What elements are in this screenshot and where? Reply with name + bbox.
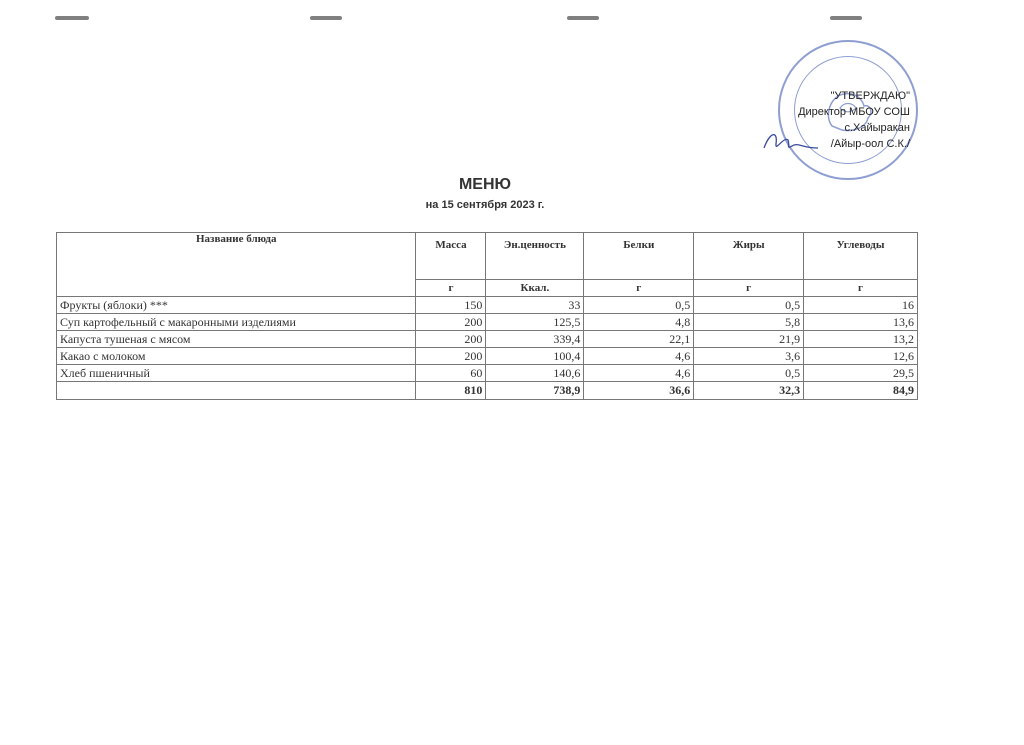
dish-mass: 200: [416, 348, 486, 365]
approval-line: Директор МБОУ СОШ: [798, 106, 910, 118]
dish-carbs: 12,6: [804, 348, 918, 365]
scan-mark: [55, 16, 89, 20]
total-label: [57, 382, 416, 400]
total-fat: 32,3: [694, 382, 804, 400]
approval-line: с.Хайыракан: [844, 122, 910, 134]
unit-mass: г: [416, 280, 486, 297]
column-header-energy: Эн.ценность: [486, 233, 584, 280]
table-row: [57, 314, 918, 331]
unit-fat: г: [694, 280, 804, 297]
table-total-row: [57, 382, 918, 400]
table-row: [57, 348, 918, 365]
page-subtitle: на 15 сентября 2023 г.: [425, 199, 545, 211]
scan-mark: [567, 16, 599, 20]
scan-mark: [310, 16, 342, 20]
menu-table: [56, 232, 918, 400]
approval-block: [760, 40, 940, 190]
dish-energy: 339,4: [486, 331, 584, 348]
dish-protein: 4,6: [584, 348, 694, 365]
unit-carbs: г: [804, 280, 918, 297]
dish-protein: 4,8: [584, 314, 694, 331]
approval-line: /Айыр-оол С.К./: [830, 138, 910, 150]
approval-line: "УТВЕРЖДАЮ": [830, 90, 910, 102]
signature: [760, 126, 820, 156]
total-mass: 810: [416, 382, 486, 400]
dish-fat: 0,5: [694, 365, 804, 382]
dish-carbs: 13,2: [804, 331, 918, 348]
dish-name: Какао с молоком: [57, 348, 416, 365]
dish-mass: 200: [416, 314, 486, 331]
dish-name: Фрукты (яблоки) ***: [57, 297, 416, 314]
dish-mass: 60: [416, 365, 486, 382]
dish-protein: 22,1: [584, 331, 694, 348]
unit-energy: Ккал.: [486, 280, 584, 297]
dish-fat: 5,8: [694, 314, 804, 331]
column-header-mass: Масса: [416, 233, 486, 280]
dish-energy: 33: [486, 297, 584, 314]
dish-carbs: 29,5: [804, 365, 918, 382]
column-header-fat: Жиры: [694, 233, 804, 280]
dish-mass: 150: [416, 297, 486, 314]
table-row: [57, 297, 918, 314]
dish-fat: 21,9: [694, 331, 804, 348]
dish-name: Хлеб пшеничный: [57, 365, 416, 382]
column-header-name: Название блюда: [57, 233, 416, 297]
dish-carbs: 13,6: [804, 314, 918, 331]
dish-protein: 4,6: [584, 365, 694, 382]
dish-energy: 125,5: [486, 314, 584, 331]
scan-mark: [830, 16, 862, 20]
unit-protein: г: [584, 280, 694, 297]
dish-carbs: 16: [804, 297, 918, 314]
table-row: [57, 331, 918, 348]
dish-fat: 0,5: [694, 297, 804, 314]
dish-fat: 3,6: [694, 348, 804, 365]
dish-name: Капуста тушеная с мясом: [57, 331, 416, 348]
total-energy: 738,9: [486, 382, 584, 400]
total-carbs: 84,9: [804, 382, 918, 400]
dish-name: Суп картофельный с макаронными изделиями: [57, 314, 416, 331]
column-header-carbs: Углеводы: [804, 233, 918, 280]
dish-energy: 100,4: [486, 348, 584, 365]
page-title: МЕНЮ: [458, 176, 512, 193]
column-header-protein: Белки: [584, 233, 694, 280]
table-row: [57, 365, 918, 382]
total-protein: 36,6: [584, 382, 694, 400]
dish-protein: 0,5: [584, 297, 694, 314]
dish-energy: 140,6: [486, 365, 584, 382]
dish-mass: 200: [416, 331, 486, 348]
